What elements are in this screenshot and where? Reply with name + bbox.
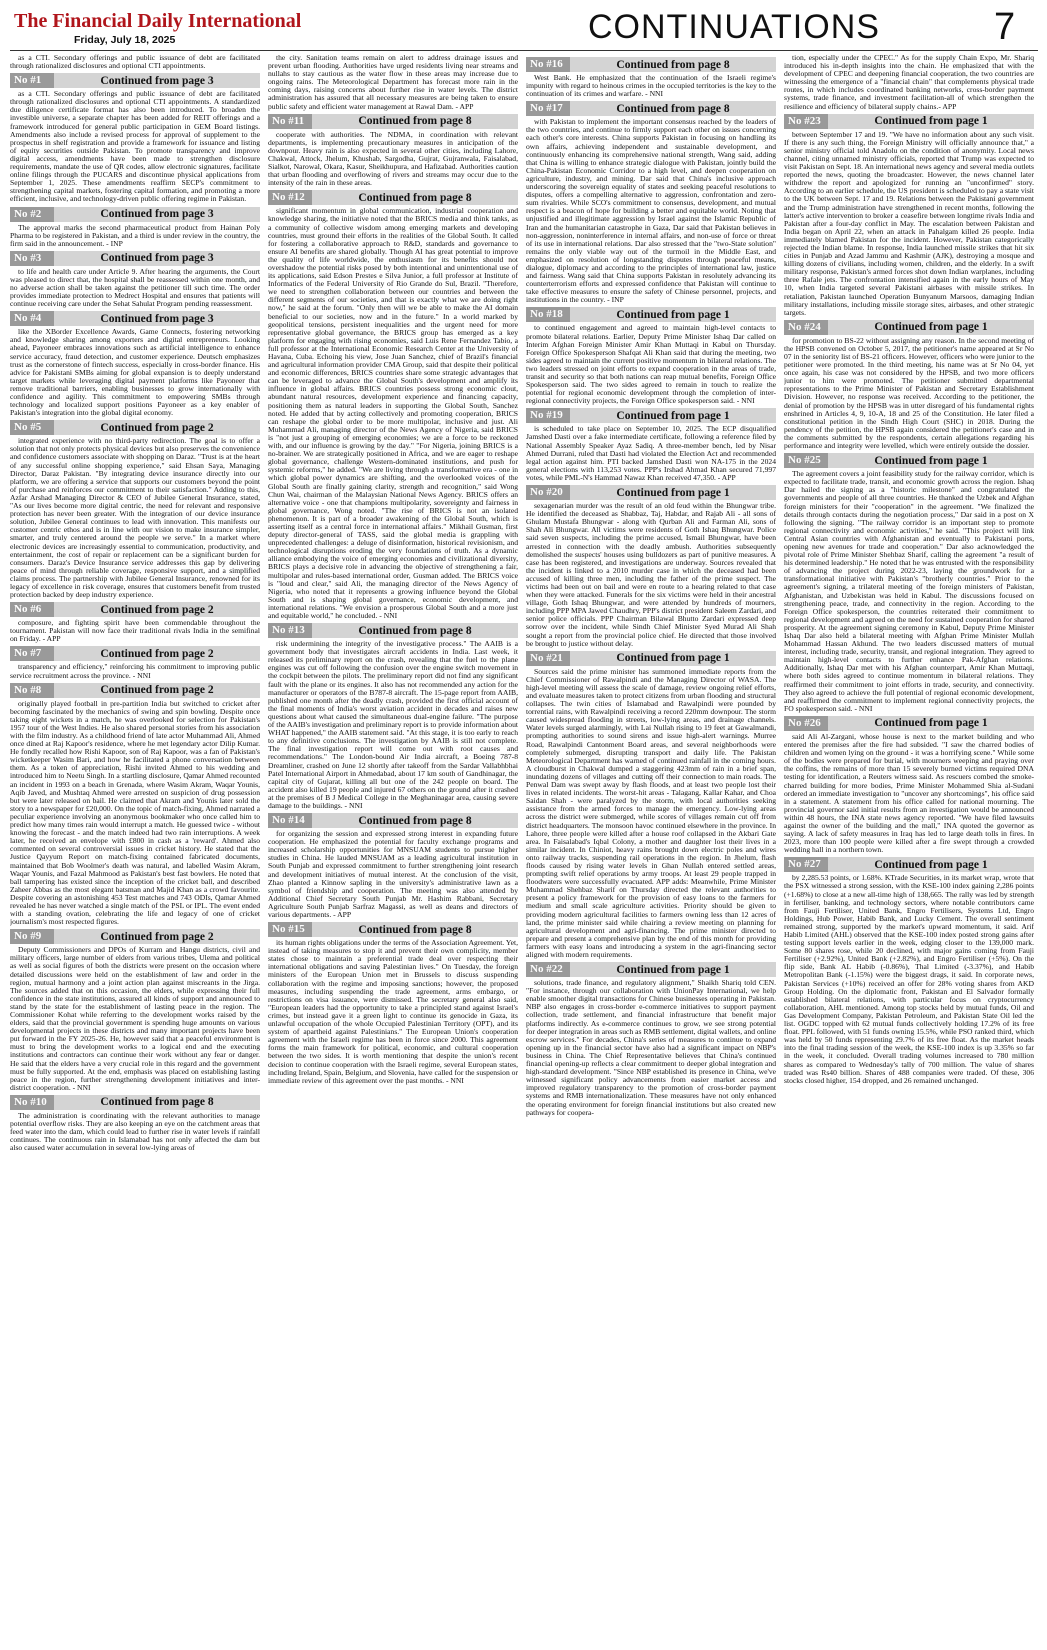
continuation-number: No #13	[268, 623, 312, 638]
article-body	[10, 437, 260, 599]
article-body	[784, 337, 1034, 450]
continuation-header	[10, 73, 260, 88]
continuation-number: No #20	[526, 485, 570, 500]
continuation-number: No #17	[526, 101, 570, 116]
article-body	[10, 90, 260, 203]
continuation-number: No #15	[268, 922, 312, 937]
article-paragraph: significant momentum in global communication, industrial cooperation and knowledge sharing, the initiative noted that the BRICS media and think tanks, as a community of collective wisdom among emerging markets and developing countries, must ground their efforts in the realities of the Global South. It called for fostering a collaborative approach to R&D, standards and governance to ensure AI benefits are shared globally. Though AI has great potential to improve the quality of life worldwide, the enthusiasm for its benefits should not overshadow the potential risks posed by both intentional and unintentional use of its applications, said Edson Prestes e Silva Junior, a full professor at Institute of Informatics of the Federal University of Rio Grande do Sul, Brazil. "Therefore, we need to strengthen collaboration between our countries and between the different segments of our societies, and that is exactly what we are doing right now," he said at the forum. "Only then will we be able to make the AI domain beneficial to our societies, now and in the future." In a world marked by geopolitical tensions, persistent inequalities and the urgent need for more representative global governance, the BRICS group has emerged as a key platform for engaging with rising economies, said Luis Rene Fernandez Tabio, a full professor at the International Economic Research Center at the University of Havana, Cuba. Echoing his view, Jose Juan Sanchez, chief of Brazil's financial and agricultural information provider CMA Group, said that despite their political and economic differences, BRICS countries share some strategic advantages that can be leveraged to advance the Global South's development and amplify its influence in global affairs. BRICS countries possess strong economic clout, abundant natural resources, development experience and financing capacity, positioning them as natural leaders in supporting the Global South, Sanchez noted. He added that by acting collectively and promoting cooperation, BRICS can reshape the global order to be more multipolar, inclusive and just. Ali Muhammad Ali, managing director of the News Agency of Nigeria, said BRICS is "not just a grouping of emerging economies; we are a force to be reckoned with, and our influence is growing by the day." "For Nigeria, joining BRICS is a no-brainer. We are strategically positioned in Africa, and we are eager to reshape global governance, challenge Western-dominated institutions, and push for systemic reforms," he added. "We are living through a transformative era - one in which global power dynamics are shifting, and the overlooked voices of the Global South are finally gaining clarity, strength and recognition," said Wong Chun Wai, chairman of the Malaysian National News Agency. BRICS offers an alternative voice - one that champions multipolarity, sovereignty and fairness in global governance, Wong noted. "The rise of BRICS is not an isolated phenomenon. It is part of a broader awakening of the Global South, which is asserting itself as a central force in international affairs." Mikhail Gusman, first deputy director-general of TASS, said the global media is grappling with unprecedented challenges: a deluge of disinformation, historical revisionism, and technological disruptions eroding the very foundations of truth. As a dynamic alliance embodying the voice of emerging economies and civilizational diversity, BRICS plays a decisive role in advancing the objective of strengthening a fair, multipolar and rules-based international order, Gusman added. The BRICS voice is "loud and clear," said Ali, the managing director of the News Agency of Nigeria, who noted that it represents a growing influence beyond the Global South and is shaping global governance, economic development, and international relations. "We envision a prosperous Global South and a more just and equitable world," he concluded. - NNI	[268, 206, 518, 620]
article-body	[526, 118, 776, 304]
article-body	[10, 946, 260, 1092]
continuation-number: No #22	[526, 962, 570, 977]
continuation-number: No #24	[784, 320, 828, 335]
article-body	[268, 640, 518, 810]
continuation-number: No #16	[526, 57, 570, 72]
continuation-number: No #27	[784, 857, 828, 872]
continuation-label: Continued from page 1	[616, 486, 730, 499]
continued-text	[10, 54, 260, 70]
page-number: 7	[994, 6, 1016, 48]
article-paragraph: said Ali Al-Zargani, whose house is next to the market building and who entered the premises after the fire had subsided. "I saw the charred bodies of children and women lying on the ground - it was a horrifying scene." While some of the bodies were prepared for burial, with mourners weeping and praying over the coffins, the remains of more than 15 severely burned victims required DNA testing for identification, a Reuters witness said. As rescuers combed the smoke-charred building for more bodies, Prime Minister Mohammed Shia al-Sudani ordered an immediate investigation to "uncover any shortcomings", his office said in a statement. A statement from his office called for national mourning. The provincial governor said initial results from an investigation would be announced within 48 hours, the INA state news agency reported. "We have filed lawsuits against the owner of the building and the mall," INA quoted the governor as saying. A lack of safety measures in Iraq has led to large death tolls in fires. In 2023, more than 100 people were killed after a fire swept through a crowded wedding hall in a northern town.	[784, 731, 1034, 855]
continuation-header	[10, 683, 260, 698]
continuation-header	[526, 485, 776, 500]
continuation-label: Continued from page 8	[358, 115, 472, 128]
continuation-label: Continued from page 3	[100, 252, 214, 265]
continuation-number: No #14	[268, 813, 312, 828]
continuation-header	[268, 623, 518, 638]
article-body	[268, 939, 518, 1085]
article-body	[526, 979, 776, 1117]
article-body	[268, 131, 518, 188]
article-paragraph: solutions, trade finance, and regulatory alignment," Shaikh Shariq told CEN. "For instance, through our collaboration with UnionPay International, we help enable smoother digital transactions for Chinese businesses operating in Pakistan. NBP also engages in cross-border e-commerce initiatives to support payment collection, trade settlement, and financial infrastructure that benefit major platforms indirectly. As e-commerce continues to grow, we see strong potential for deeper integration in areas such as RMB settlement, digital wallets, and online escrow services." For decades, China's series of measures to continue to expand opening up in the financial sector have also had a significant impact on NBP's business in China. The Chief Representative believes that China's continued financial opening-up reflects a clear commitment to deeper global integration and high-standard development. "Since NBP established its presence in China, we've witnessed significant policy advancements from easier market access and improved regulatory transparency to the promotion of cross-border payment systems and RMB internationalization. These measures have not only enhanced the operating environment for foreign financial institutions but also created new pathways for coopera-	[526, 978, 776, 1117]
continuation-number: No #9	[10, 929, 54, 944]
continuation-header	[10, 646, 260, 661]
article-paragraph: for promotion to BS-22 without assigning any reason. In the second meeting of the HPSB convened on October 5, 2017, the petitioner's name appeared at Sr No 07 in the seniority list of BS-21 officers. However, officers who were junior to the petitioner were promoted. In the third meeting, his name was at Sr No 04, yet once again, his case was not considered by the HPSB, and two more officers junior to him were promoted. The petitioner submitted departmental representations to the Prime Minister of Pakistan and Secretary Establishment Division. However, no response was received. According to the petitioner, the denial of promotion by the HPSB was in utter disregard of his fundamental rights enshrined in Articles 4, 9, 10-A, 18 and 25 of the Constitution. He later filed a constitutional petition in the Sindh High Court (SHC) in 2018. During the pendency of the petition, the HPSB again considered the petitioner's case and in the comments submitted by the respondents, certain allegations regarding his performance and integrity were levelled, which were entirely outside the dossier.	[784, 335, 1034, 451]
continuation-header	[784, 716, 1034, 731]
continuation-header	[526, 408, 776, 423]
section-title: CONTINUATIONS	[588, 8, 880, 46]
continuation-number: No #26	[784, 716, 828, 731]
continuation-label: Continued from page 1	[616, 409, 730, 422]
article-paragraph: integrated experience with no third-party redirection. The goal is to offer a solution that not only protects physical devices but also preserves the convenience and confidence customers associate with shopping on Daraz. "Trust is at the heart of any successful online shopping experience," said Ehsan Saya, Managing Director, Daraz Pakistan. "By integrating device insurance directly into our platform, we are offering a service that supports our customers beyond the point of purchase and reinforces our commitment to their satisfaction." Adding to this, Azfar Arshad Managing Director & CEO of Jubilee General Insurance, stated, "As our lives become more digital centric, the need for relevant and responsive protection has never been greater. With the integration of our device insurance solution, Jubilee General continues to lead with innovation. This manifests our customer centric ethos and is in line with our vision to make insurance simpler, smarter, and truly centered around the people we serve." In a market where electronic devices are increasingly essential to communication, productivity, and entertainment, the cost of repair or replacement can be a significant burden for consumers. Daraz's Device Insurance service addresses this gap by delivering peace of mind through reliable coverage, responsive support, and a simplified claims process. The partnership with Jubilee General Insurance, renowned for its legacy of excellence in risk coverage, ensures that customers benefit from trusted protection backed by deep industry experience.	[10, 436, 260, 600]
article-paragraph: transparency and efficiency," reinforcing his commitment to improving public service recruitment across the province. - NNI	[10, 662, 260, 680]
columns-container	[10, 54, 1038, 1644]
article-body	[784, 874, 1034, 1084]
article-body	[526, 502, 776, 648]
article-paragraph: by 2,285.53 points, or 1.68%. KTrade Securities, in its market wrap, wrote that the PSX witnessed a strong session, with the KSE-100 index gaining 2,286 points (+1.68%) to close at a new all-time high of 138,665. The rally was led by strength in fertiliser, banking, and technology sectors, where notable contributors came from Fauji Fertiliser, United Bank, Engro Fertilisers, Systems Ltd, Engro Holdings, Hub Power, Habib Bank, and Lucky Cement. The overall sentiment remained strong, supported by the market's upward momentum, it said. Arif Habib Limited (AHL) observed that the KSE-100 index posted strong gains after testing support levels earlier in the week, edging closer to the 139,000 mark. Some 80 shares rose, while 20 declined, with major gains coming from Fauji Fertiliser (+2.92%), United Bank (+2.82%), and Engro Fertiliser (+5%). On the flip side, Bank AL Habib (-0.86%), Thal Limited (-3.37%), and Habib Metropolitan Bank (-1.15%) were the biggest drags, it said. In corporate news, Pakistan Services (+10%) received an offer for 28% voting shares from AKD Group Holding. On the diplomatic front, Pakistan and El Salvador formally established bilateral relations, with particular focus on cryptocurrency collaboration, AHL mentioned. Among top stocks held by mutual funds, Oil and Gas Development Company, Pakistan Petroleum, and Pakistan State Oil led the list. OGDC topped with 62 mutual funds collectively holding 17.2% of its free float. PPL followed, with 51 funds owning 15.5%, while PSO ranked third, which was held by 50 funds representing 29.7% of its free float. As the market heads into the final trading session of the week, the KSE-100 index is up 3.35% so far in the week, it concluded. Overall trading volumes increased to 780 million shares as compared to Wednesday's tally of 700 million. The value of shares traded was Rs40 billion. Shares of 488 companies were traded. Of these, 306 stocks closed higher, 154 dropped, and 26 remained unchanged.	[784, 873, 1034, 1085]
article-paragraph: its human rights obligations under the terms of the Association Agreement. Yet, instead of taking measures to stop it and prevent their own complicity, member states chose to maintain a preferential trade deal over respecting their international obligations and saving Palestinian lives." On Tuesday, the foreign ministers of the European Union met in Brussels to discuss suspending collaboration with the regime and imposing sanctions; however, the proposed measures, including suspending the trade agreement, arms embargo, or restrictions on visa issuance, were dismissed. The secretary general also said, "European leaders had the opportunity to take a principled stand against Israel's crimes, but instead gave it a green light to continue its genocide in Gaza, its unlawful occupation of the whole Occupied Palestinian Territory (OPT), and its system of apartheid against Palestinians." The European Union's cooperation agreement with the Israeli regime has been in force since 2000. This agreement forms the main framework for political, economic, and cultural cooperation between the two sides. It is worth mentioning that despite the union's recent decision to continue cooperation with the Israeli regime, several European states, including Ireland, Spain, Belgium, and Slovenia, have called for the suspension or immediate review of this agreement over the past months. - NNI	[268, 938, 518, 1085]
article-body	[10, 224, 260, 248]
continuation-header	[268, 114, 518, 129]
article-paragraph: tion, especially under the CPEC." As for the supply Chain Expo, Mr. Shariq introduced his in-depth insights into the chain. He emphasized that with the development of CPEC and deepening financial cooperation, the two countries are witnessing the emergence of a "financial chain" that complements physical trade routes, in which includes coordinated banking networks, cross-border payment systems, trade finance, and investment facilitation-all of which strengthen the resilience and efficiency of bilateral supply chains.- APP	[784, 54, 1034, 111]
continuation-header	[10, 420, 260, 435]
article-body	[268, 830, 518, 919]
article-paragraph: risk undermining the integrity of the investigative process." The AAIB is a government body that investigates aircraft accidents in India. Last week, it released its preliminary report on the crash, revealing that the fuel to the plane engines was cut off following the confusion over the engine switch movement in the cockpit between the pilots. The preliminary report did not find any significant fault with the plane or its engines. It also has not recommended any action for the manufacturer or operators of the B787-8 aircraft. The 15-page report from AAIB, published one month after the deadly crash, provided the first official account of the final moments of India's worst aviation accident in decades and raises new questions about what caused the simultaneous dual-engine failure. "The purpose of the AAIB's investigation and preliminary report is to provide information about WHAT happened," the AAIB statement said. "At this stage, it is too early to reach to any definitive conclusions. The investigation by AAIB is still not complete. The final investigation report will come out with root causes and recommendations." The London-bound Air India aircraft, a Boeing 787-8 Dreamliner, crashed on June 12 shortly after takeoff from the Sardar Vallabhbhai Patel International Airport in Ahmedabad, about 17 km south of Gandhinagar, the capital city of Gujarat, killing all but one of the 242 people on board. The accident also killed 19 people and injured 67 others on the ground after it crashed at the premises of B J Medical College in the Meghaninagar area, causing severe damage to the buildings. - NNI	[268, 639, 518, 810]
continuation-label: Continued from page 1	[874, 115, 988, 128]
continuation-label: Continued from page 1	[874, 717, 988, 730]
continuation-label: Continued from page 2	[100, 930, 214, 943]
continuation-header	[784, 114, 1034, 129]
newspaper-name: The Financial Daily International	[14, 10, 302, 32]
article-body	[784, 131, 1034, 317]
continuation-label: Continued from page 1	[874, 321, 988, 334]
column-4	[784, 54, 1034, 1644]
article-body	[526, 74, 776, 98]
article-paragraph: The agreement covers a joint feasibility study for the railway corridor, which is expected to facilitate trade, transit, and economic growth across the region. Ishaq Dar hailed the signing as a "historic milestone" and congratulated the governments and people of all three countries. He thanked the Uzbek and Afghan foreign ministers for their "cooperation" in the agreement. "We finalized the details through contacts during the negotiation process," Dar said in a post on X following the signing. "The railway corridor is an important step to promote regional connectivity and economic activities," he said. "This project will link Central Asian countries with Afghanistan and eventually to Pakistani ports, opening new avenues for trade and cooperation." Dar also acknowledged the pivotal role of Prime Minister Shehbaz Sharif, calling the agreement "a result of his determined leadership." He noted that he was entrusted with the responsibility of advancing the project during 2022-23, laying the groundwork for a transformational initiative with Pakistan's "brotherly countries." Prior to the agreement's signing, a trilateral meeting of the foreign ministers of Pakistan, Afghanistan, and Uzbekistan was held in Kabul. The discussions focused on strengthening peace, trade, and connectivity in the region. According to the Foreign Office spokesperson, the countries reiterated their commitment to regional development and agreed on the need for sustained cooperation for shared prosperity. At the agreement signing ceremony in Kabul, Deputy Prime Minister Ishaq Dar also held a bilateral meeting with Afghan Prime Minister Mullah Mohammad Hassan Akhund. The two leaders discussed matters of mutual interest, including trade, security, transit, and regional integration. They agreed to maintain high-level contacts to further enhance Pak-Afghan relations. Additionally, Ishaq Dar met with his Afghan counterpart, Amir Khan Muttaqi, where both sides agreed to continue momentum in bilateral relations. They reaffirmed their commitment to joint efforts in trade, security, and connectivity. They also agreed to achieve the full potential of regional economic development, and reaffirmed the commitment to implement regional connectivity projects, the FO spokesperson said. - NNI	[784, 469, 1034, 713]
continuation-header	[10, 602, 260, 617]
continuation-number: No #19	[526, 408, 570, 423]
continuation-header	[526, 101, 776, 116]
article-body	[10, 268, 260, 308]
continuation-header	[526, 962, 776, 977]
continuation-label: Continued from page 1	[616, 652, 730, 665]
article-paragraph: to life and health care under Article 9. After hearing the arguments, the Court was pleased to direct that, the hospital shall be reassessed within one month, and no adverse action shall be taken against the petitioner till such time. The order provides immediate protection to Medrect Hospital and ensures that patients will continue receiving care under the Sehat Sahulat Program pending reassessment.	[10, 266, 260, 309]
article-paragraph: West Bank. He emphasized that the continuation of the Israeli regime's impunity with regard to heinous crimes in the occupied territories is the key to the continuation of its crimes and warfare. - NNI	[526, 73, 776, 99]
continued-text	[268, 54, 518, 111]
article-body	[10, 663, 260, 679]
continuation-label: Continued from page 8	[358, 923, 472, 936]
article-body	[526, 425, 776, 482]
article-paragraph: is scheduled to take place on September 10, 2025. The ECP disqualified Jamshed Dasti over a fake intermediate certificate, following a reference filed by National Assembly Speaker Ayaz Sadiq. A three-member bench, led by Nisar Ahmed Durrani, ruled that Dasti had violated the Election Act and recommended legal action against him. PTI backed Jamshed Dasti won NA-175 in the 2024 general elections with 113,253 votes. PPP's Irshad Ahmad Khan secured 71,997 votes, while PML-N's Hammad Nawaz Khan received 47,350. - APP	[526, 424, 776, 482]
article-paragraph: for organizing the session and expressed strong interest in expanding future cooperation. He emphasized the potential for faculty exchange programs and increased scholarship opportunities for MNSUAM students to pursue higher studies in China. He lauded MNSUAM as a leading agricultural institution in South Punjab and expressed commitment to further strengthening joint research and development initiatives of mutual interest. At the conclusion of the visit, Zhao planted a Kinnow sapling in the university's administrative lawn as a symbol of friendship and cooperation. The meeting was also attended by Additional Chief Secretary South Punjab Mr. Hashim Rabbani, Secretary Agriculture South Punjab Sarfraz Magassi, as well as deans and directors of various departments. - APP	[268, 829, 518, 919]
continuation-header	[10, 311, 260, 326]
continuation-number: No #8	[10, 683, 54, 698]
column-2	[268, 54, 518, 1644]
continuation-label: Continued from page 3	[100, 208, 214, 220]
continuation-header	[10, 1095, 260, 1110]
article-paragraph: Sources said the prime minister has summoned immediate reports from the Chief Commissioner of Rawalpindi and the Managing Director of WASA. The high-level meeting will assess the scale of damage, review ongoing relief efforts, and evaluate measures taken to protect citizens from urban flooding and structural collapses. The twin cities of Islamabad and Rawalpindi were pounded by torrential rains, with Rawalpindi receiving a record 220mm downpour. The storm caused widespread flooding in streets, low-lying areas, and drainage channels. Water levels surged alarmingly, with Lai Nullah rising to 19 feet at Gawalmandi, prompting authorities to sound sirens and issue high-alert warnings. Murree Road, Rawalpindi Cantonment Board areas, and several neighborhoods were completely submerged, disrupting transport and daily life. The Pakistan Meteorological Department has warned of continued rainfall in the coming hours. A cloudburst in Chakwal dumped a staggering 423mm of rain in a brief span, inundating dozens of villages and cutting off their connection to main roads. The Penwal Dam was swept away by flash floods, and at least two people lost their lives in related incidents. The worst-hit areas - Talagang, Kallar Kahar, and Choa Saidan Shah - were paralyzed by the storm, with local authorities seeking assistance from the armed forces to manage the emergency. Low-lying areas across the district were submerged, while scores of villages remain cut off from district headquarters. The monsoon havoc continued elsewhere in the province. In Lahore, three people were killed after a house roof collapsed in the Akbari Gate area. In Faisalabad's Iqbal Colony, a mother and daughter lost their lives in a similar incident. In Chiniot, heavy rains brought down electric poles and wires onto railway tracks, suspending rail operations in the region. In Jhelum, flash floods caused by rising water levels in Ghan Nullah entered settled areas, prompting swift relief operations by army troops. At least 29 people trapped in floodwaters were successfully evacuated. APP adds: Meanwhile, Prime Minister Muhammad Shehbaz Sharif on Thursday directed the relevant authorities to present a policy framework for the provision of easy loans to the farmers for medium and small scale agriculture activities. Priority should be given to providing modern agricultural facilities to farmers owning less than 12 acres of land, the prime minister said while chairing a review meeting on planning for agricultural development and agri-financing. The prime minister directed to prepare and present a comprehensive plan by the end of this month for providing farmers with easy loans and introducing a system in the agri-financing sector aligned with modern requirements.	[526, 666, 776, 959]
continuation-number: No #18	[526, 307, 570, 322]
continuation-header	[268, 190, 518, 205]
continuation-header	[10, 929, 260, 944]
continuation-header	[526, 57, 776, 72]
continued-text	[784, 54, 1034, 111]
article-body	[526, 324, 776, 405]
continuation-label: Continued from page 2	[100, 603, 214, 616]
continuation-number: No #4	[10, 311, 54, 326]
continuation-number: No #1	[10, 73, 54, 88]
continuation-header	[268, 813, 518, 828]
article-body	[10, 328, 260, 417]
continuation-number: No #6	[10, 602, 54, 617]
continuation-label: Continued from page 2	[100, 684, 214, 697]
continuation-label: Continued from page 8	[616, 58, 730, 71]
article-paragraph: cooperate with authorities. The NDMA, in coordination with relevant departments, is implementing precautionary measures in anticipation of the downpour. Heavy rain is also expected in several other cities, including Lahore, Chakwal, Attock, Jhelum, Khushab, Sargodha, Gujrat, Gujranwala, Faisalabad, Sialkot, Narowal, Okara, Kasur, Sheikhupura, and Hafizabad. Authorities caution that urban flooding and overflowing of rivers and streams may occur due to the intensity of the rain in these areas.	[268, 129, 518, 188]
continuation-label: Continued from page 2	[100, 647, 214, 660]
continuation-number: No #21	[526, 651, 570, 666]
continuation-header	[784, 320, 1034, 335]
article-paragraph: The administration is coordinating with the relevant authorities to manage potential overflow risks. They are also keeping an eye on the catchment areas that feed water into the dam, which could lead to further rise in water levels if rainfall continues. The continuous rain in Islamabad has not only affected the dam but also caused water accumulation in several low-lying areas of	[10, 1110, 260, 1153]
continuation-label: Continued from page 8	[358, 624, 472, 637]
continuation-header	[268, 922, 518, 937]
continuation-header	[784, 857, 1034, 872]
article-paragraph: Deputy Commissioners and DPOs of Kurram and Hangu districts, civil and military officers, large number of elders from various tribes, Ulema and political as well as social figures of both the districts were present on the occasion where detailed discussions were held on the establishment of law and order in the region, mutual harmony and a joint action plan against miscreants in the Jirga. The sources added that on this occasion, the elders, while expressing their full confidence in the state institutions, assured all kinds of support and announced to stand by the state for the establishment of lasting peace in the region. The Commissioner Kohat while referring to the development works raised by the elders, said that the provincial government is spending huge amounts on various developmental projects in these districts and many important projects have been put forward in the FY 2025-26. He, however said that a peaceful environment is must to bring the development works to a logical end and the executing institutions and contractors can continue their work without any fear or danger. He said that the elders have a very crucial role in this regard and the government must be fully supported. At the end, emphasis was placed on establishing lasting peace in the region, further strengthening development initiatives and inter-district cooperation. - NNI	[10, 945, 260, 1092]
masthead	[10, 4, 1040, 48]
continuation-label: Continued from page 3	[100, 74, 214, 87]
continuation-label: Continued from page 1	[874, 454, 988, 467]
continuation-header	[784, 453, 1034, 468]
article-paragraph: composure, and fighting spirit have been commendable throughout the tournament. Pakistan will now face their traditional rivals India in the semifinal on Friday. - APP	[10, 618, 260, 644]
continuation-label: Continued from page 8	[616, 102, 730, 115]
continuation-header	[526, 651, 776, 666]
continuation-header	[10, 207, 260, 222]
continuation-label: Continued from page 1	[616, 308, 730, 321]
article-body	[10, 700, 260, 927]
continuation-label: Continued from page 1	[616, 963, 730, 976]
article-body	[10, 619, 260, 643]
article-paragraph: the city. Sanitation teams remain on alert to address drainage issues and prevent urban flooding. Authorities have urged residents living near streams and nullahs to stay cautious as the water flow in these areas may increase due to ongoing rains. The Meteorological Department has forecast more rain in the coming days, raising concerns about further rise in water levels. The district administration has assured that all necessary measures are being taken to ensure public safety and efficient water management at Rawal Dam. - APP	[268, 54, 518, 111]
article-body	[526, 668, 776, 959]
article-paragraph: sexagenarian murder was the result of an old feud within the Bhungwar tribe. He identified the deceased as Shabbaz, Taj, Habdar, and Rajab Ali - all sons of Ghulam Mustafa Bhungwar - along with Qurban Ali and Farman Ali, sons of Shah Ali Bhungwar. All victims were residents of Goth Ishaq Bhungwar. Police said seven suspects, including the prime accused, Ismail Bhungwar, have been arrested in connection with the deadly ambush. Authorities subsequently demolished the suspects' houses using bulldozers as part of punitive measures. A case has been registered, and investigations are underway. Sources revealed that the incident is linked to a 2010 murder case in which the deceased had been accused of killing three men, including the father of the prime suspect. The victims had been out on bail and were en route to a hearing related to that case when they were attacked. Funerals for the six victims were held in their ancestral village, Goth Ishaq Bhungwar, and were attended by hundreds of mourners, including PPP MPA Jawed Chaudhry, PPP's district president Saleem Zardari, and senior police officials. PPP Chairman Bilawal Bhutto Zardari expressed deep sorrow over the incident, while Sindh Chief Minister Syed Murad Ali Shah sought a report from the provincial police chief. He directed that those involved be brought to justice without delay.	[526, 501, 776, 648]
continuation-label: Continued from page 8	[358, 191, 472, 204]
article-paragraph: originally played football in pre-partition India but switched to cricket after becoming fascinated by the mechanics of swing and spin bowling. Despite once taking eight wickets in a match, he was overlooked for selection for Pakistan's 1957 tour of the West Indies. He also shared personal stories from his association with the film industry. As a childhood friend of late actor Muhammad Ali, Ahmed once dined at Raj Kapoor's residence, where he met legendary actor Dilip Kumar. He fondly recalled how Rishi Kapoor, son of Raj Kapoor, was a fan of Pakistan's wicketkeeper Wasim Bari, and how he facilitated a phone conversation between them. As a token of appreciation, Rishi invited Ahmed to his wedding and introduced him to Neetu Singh. In a startling disclosure, Qamar Ahmed recounted an incident in 1993 on a beach in Grenada, where Wasim Akram, Waqar Younis, Aqib Javed, and Mushtaq Ahmed were arrested on suspicion of drug possession but were later released on bail. He claimed that Akram and Younis later sold the story to a newspaper for £20,000. On the topic of match-fixing, Ahmed narrated a peculiar experience involving an anonymous bookmaker who once called him to predict how many times rain would interrupt a match. He guessed twice - without knowing the forecast - and the match indeed had two rain interruptions. A week later, he received an envelope with £800 in cash as a 'reward'. Ahmed also commented on several controversial issues in cricket history. He stated that the Justice Qayyum Report on match-fixing contained fabricated documents, maintained that Bob Woolmer's death was natural, and labelled Wasim Akram, Waqar Younis, and Fazal Mahmood as Pakistan's best fast bowlers. He noted that ball tampering has existed since the inception of the cricket ball, and described Zaheer Abbas as the most elegant batsman and Majid Khan as a crowd favourite. Despite covering an astonishing 453 Test matches and 743 ODIs, Qamar Ahmed revealed he has never watched a single match of the PSL or IPL. The event ended with a standing ovation, celebrating the life and legacy of one of cricket journalism's most respected figures.	[10, 698, 260, 927]
continuation-number: No #25	[784, 453, 828, 468]
article-body	[784, 470, 1034, 713]
article-paragraph: to continued engagement and agreed to maintain high-level contacts to promote bilateral relations. Earlier, Deputy Prime Minister Ishaq Dar called on Interim Afghan Foreign Minister Amir Khan Muttaqi in Kabul on Thursday. Foreign Office Spokesperson Shafqat Ali Khan said that during the meeting, two sides agreed to maintain the current positive momentum in bilateral relations. The two leaders stressed on joint efforts to expand cooperation in the areas of trade, transit and security so that both nations can reap mutual benefits, Foreign Office Spokesperson said. The two sides agreed to remain in touch to realize the potential for regional economic development through the completion of inter-regional connectivity projects, the Foreign Office spokesperson said. - NNI	[526, 323, 776, 406]
article-body	[268, 207, 518, 620]
continuation-header	[10, 251, 260, 266]
article-paragraph: as a CTI. Secondary offerings and public issuance of debt are facilitated through rationalized disclosures and optional CTI appointments. A standardized due diligence certificate format has also been introduced. To broaden the investible universe, a separate chapter has been added for REIT offerings and a framework introduced for general public participation in GEM Board listings. Amendments also include a revised process for approval of supplement to the prospectus in shelf registration and provide a framework for issuance and listing of equity securities outside Pakistan. To promote transparency and improve digital access, amendments have been made to strengthen disclosure requirements, mandate the use of QR codes, allow electronic signatures, facilitate online filings through the PUCARS and discontinue physical applications from September 1, 2025. These amendments reaffirm SECP's commitment to strengthening capital markets, fostering capital formation, and promoting a more efficient, inclusive, and technology-driven public offering regime in Pakistan.	[10, 89, 260, 204]
article-paragraph: as a CTI. Secondary offerings and public issuance of debt are facilitated through rationalized disclosures and optional CTI appointments.	[10, 54, 260, 71]
continuation-header	[526, 307, 776, 322]
continuation-number: No #7	[10, 646, 54, 661]
continuation-number: No #10	[10, 1095, 54, 1110]
continuation-number: No #11	[268, 114, 312, 129]
continuation-number: No #2	[10, 207, 54, 222]
column-1	[10, 54, 260, 1644]
article-paragraph: like the XBorder Excellence Awards, Game Connects, fostering networking and knowledge sharing among exporters and digital entrepreneurs. Looking ahead, Payoneer embraces innovations such as artificial intelligence to enhance service accuracy, fraud detection, and customer experience. Deutsch emphasizes trust as the cornerstone of fintech success, especially in cross-border finance. His advice for Pakistani SMBs aiming for global expansion is to deeply understand target markets while leveraging digital payment platforms like Payoneer that remove traditional barriers, enabling businesses to grow internationally with confidence and agility. This commitment to empowering SMBs through technology and localized support positions Payoneer as a key enabler of Pakistan's integration into the global digital economy.	[10, 327, 260, 418]
continuation-label: Continued from page 1	[874, 858, 988, 871]
article-paragraph: The approval marks the second pharmaceutical product from Hainan Poly Pharma to be registered in Pakistan, and a third is under review in the country, the firm said in the announcement. - INP	[10, 222, 260, 248]
continuation-number: No #3	[10, 251, 54, 266]
article-body	[10, 1112, 260, 1152]
header-rule	[10, 50, 1038, 51]
article-paragraph: between September 17 and 19. "We have no information about any such visit. If there is any such thing, the Foreign Ministry will officially announce that," a senior ministry official told Anadolu on the condition of anonymity. Local news channel, citing unnamed ministry officials, reported that Trump was expected to visit Pakistan on Sept. 18. An international news agency and several media outlets reported the news, quoting the broadcaster. However, the news channel later withdrew the report and apologized for running an "unconfirmed" story. According to an earlier schedule, the US president is scheduled to pay a state visit to the UK between Sept. 17 and 19. Relations between the Pakistani government and the Trump administration have strengthened in recent months, following the latter's active intervention to broker a ceasefire between longtime rivals India and Pakistan after a four-day conflict in May. The escalation between Pakistan and India began on April 22, when an attack in Pahalgam killed 26 people. India immediately blamed Pakistan for the incident. However, Pakistan categorically rejected the Indian blame. In response, India launched missile strikes that hit six cities in Punjab and Azad Jammu and Kashmir (AJK), destroying a mosque and killing dozens of civilians, including women, children, and the elderly. In a swift military response, Pakistan's armed forces shot down Indian warplanes, including three Rafale jets. The confrontation intensified again in the early hours of May 10, when India targeted several Pakistani airbases with missile strikes. In retaliation, Pakistan launched Operation Bunyanum Marsoos, damaging Indian military installations, including missile storage sites, airbases, and other strategic targets.	[784, 129, 1034, 317]
issue-date: Friday, July 18, 2025	[74, 34, 176, 46]
article-paragraph: with Pakistan to implement the important consensus reached by the leaders of the two countries, and continue to firmly support each other on issues concerning each other's core interests. China supports Pakistan in focusing on handling its own affairs, achieving independent and sustainable development, and continuously enhancing its comprehensive national strength, Wang said, adding that China is willing to enhance strategic dialogue with Pakistan, jointly build the China-Pakistan Economic Corridor to a high level, and deepen cooperation on agriculture, industry, and mining. Dar said that China's inclusive approach underscoring the sovereign equality of states and seeking peaceful resolutions to disputes, offers a compelling alternative to aggression, confrontation and zero-sum rivalries. While SCO's commitment to consensus, development, and mutual respect is a beacon of hope for building a better and equitable world. Noting that unjustified and illegitimate aggression by Israel against the Islamic Republic of Iran and the humanitarian catastrophe in Gaza, Dar said that Pakistan believes in non-aggression, noninterference in internal affairs, and non-use of force or threat of its use in international relations. Dar also stressed that the "two-State solution" remains the only viable way out of the turmoil in the Middle East, and emphasized on resolution of longstanding disputes through peaceful means, dialogue, diplomacy and according to the principles of international law, justice and fairness. Wang said that China supports Pakistan in resolutely advancing its counterterrorism efforts and expressed confidence that Pakistan will continue to take effective measures to ensure the safety of Chinese personnel, projects, and institutions in the country. - INP	[526, 117, 776, 305]
continuation-number: No #12	[268, 190, 312, 205]
continuation-number: No #5	[10, 420, 54, 435]
article-body	[784, 733, 1034, 854]
continuation-label: Continued from page 8	[100, 1096, 214, 1109]
continuation-label: Continued from page 3	[100, 312, 214, 325]
column-3	[526, 54, 776, 1644]
continuation-label: Continued from page 2	[100, 421, 214, 434]
continuation-label: Continued from page 8	[358, 814, 472, 827]
continuation-number: No #23	[784, 114, 828, 129]
